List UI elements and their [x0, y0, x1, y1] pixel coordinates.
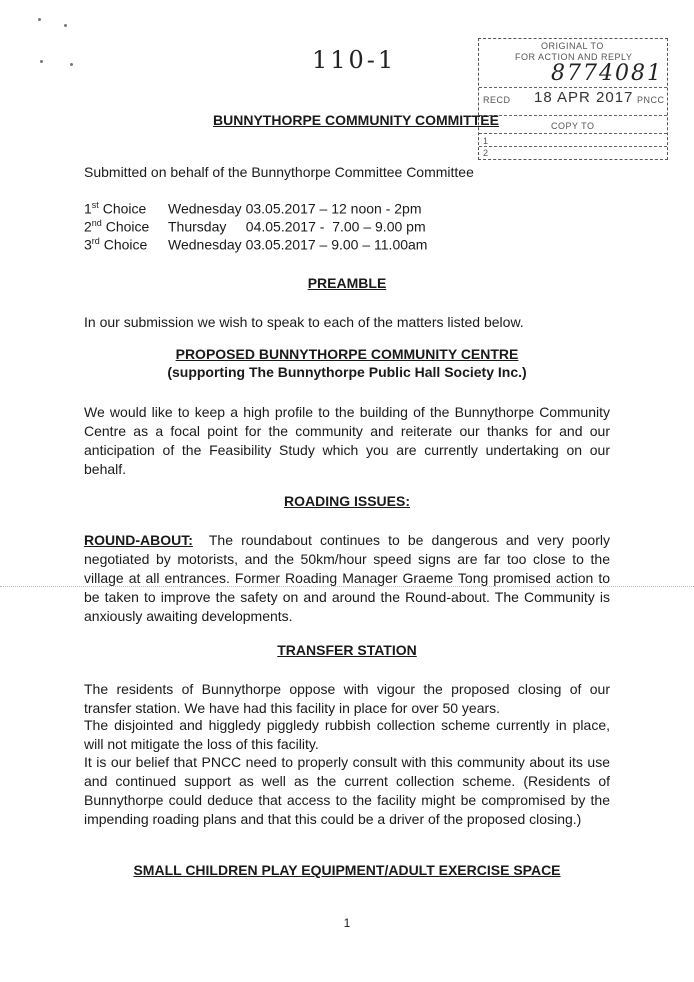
community-centre-subheading: (supporting The Bunnythorpe Public Hall Society Inc.) — [167, 364, 527, 380]
preamble-text: In our submission we wish to speak to each of the matters listed below. — [84, 314, 524, 330]
transfer-paragraph-2: The disjointed and higgledy piggledy rubbish collection scheme currently in place, will not mitigate the loss of this facility. — [84, 717, 610, 752]
stamp-recd-label: RECD — [483, 95, 511, 105]
choice-detail: Thursday 04.05.2017 - 7.00 – 9.00 pm — [168, 218, 426, 235]
choice-row-3: 3rd Choice Wednesday 03.05.2017 – 9.00 – 11.00am — [84, 236, 428, 253]
document-title: BUNNYTHORPE COMMUNITY COMMITTEE — [213, 112, 499, 128]
submitted-line: Submitted on behalf of the Bunnythorpe Committee Committee — [84, 164, 474, 180]
transfer-station-heading: TRANSFER STATION — [277, 642, 417, 658]
roundabout-label: ROUND-ABOUT: — [84, 532, 193, 548]
choice-detail: Wednesday 03.05.2017 – 9.00 – 11.00am — [168, 236, 428, 253]
transfer-paragraph-3: It is our belief that PNCC need to properly consult with this community about its use and continued support as well as the current collection scheme. (Residents of Bunnythorpe could deduce that access to the facility might be compromised by the impending roading plans and that this could be a driver of the proposed closing.) — [84, 754, 610, 827]
preamble-heading: PREAMBLE — [307, 275, 387, 291]
stamp-original-to: ORIGINAL TO — [541, 41, 604, 51]
choice-detail: Wednesday 03.05.2017 – 12 noon - 2pm — [168, 200, 422, 217]
community-centre-text: We would like to keep a high profile to the building of the Bunnythorpe Community Centre as a focal point for the community and reiterate our thanks for and our anticipation of the Feasibility Study which you are currently undertaking on our behalf. — [84, 404, 610, 477]
stamp-date: 18 APR 2017 — [534, 89, 634, 106]
play-equipment-heading: SMALL CHILDREN PLAY EQUIPMENT/ADULT EXERCISE SPACE — [133, 862, 561, 878]
stamp-pncc-label: PNCC — [637, 95, 665, 105]
scan-speck — [38, 18, 41, 21]
scan-speck — [40, 60, 43, 63]
scan-artifact-line — [0, 586, 694, 587]
scan-speck — [64, 24, 67, 27]
handwritten-reference: 110-1 — [312, 46, 397, 74]
community-centre-heading: PROPOSED BUNNYTHORPE COMMUNITY CENTRE — [175, 346, 519, 362]
scan-speck — [70, 63, 73, 66]
roundabout-text: The roundabout continues to be dangerous and very poorly negotiated by motorists, and the 50km/hour speed signs are far too close to the village at all entrances. Former Roading Manager Graeme Tong promised action to be taken to improve the safety on and around the Round-about. The Community is anxiously awaiting developments. — [84, 532, 610, 624]
transfer-paragraph-1: The residents of Bunnythorpe oppose with vigour the proposed closing of our transfer station. We have had this facility in place for over 50 years. — [84, 681, 610, 716]
stamp-for-action: FOR ACTION AND REPLY — [515, 52, 633, 62]
stamp-copy-to: COPY TO — [551, 121, 595, 131]
stamp-number: 8774081 — [551, 61, 663, 86]
stamp-row-1: 1 — [483, 136, 489, 146]
stamp-row-2: 2 — [483, 148, 489, 158]
choice-row-1: 1st Choice Wednesday 03.05.2017 – 12 noon - 2pm — [84, 200, 422, 217]
roading-heading: ROADING ISSUES: — [283, 493, 410, 509]
choice-row-2: 2nd Choice Thursday 04.05.2017 - 7.00 – 9.00 pm — [84, 218, 426, 235]
roundabout-paragraph — [84, 531, 610, 626]
page-number: 1 — [343, 916, 351, 930]
received-stamp — [478, 38, 668, 160]
